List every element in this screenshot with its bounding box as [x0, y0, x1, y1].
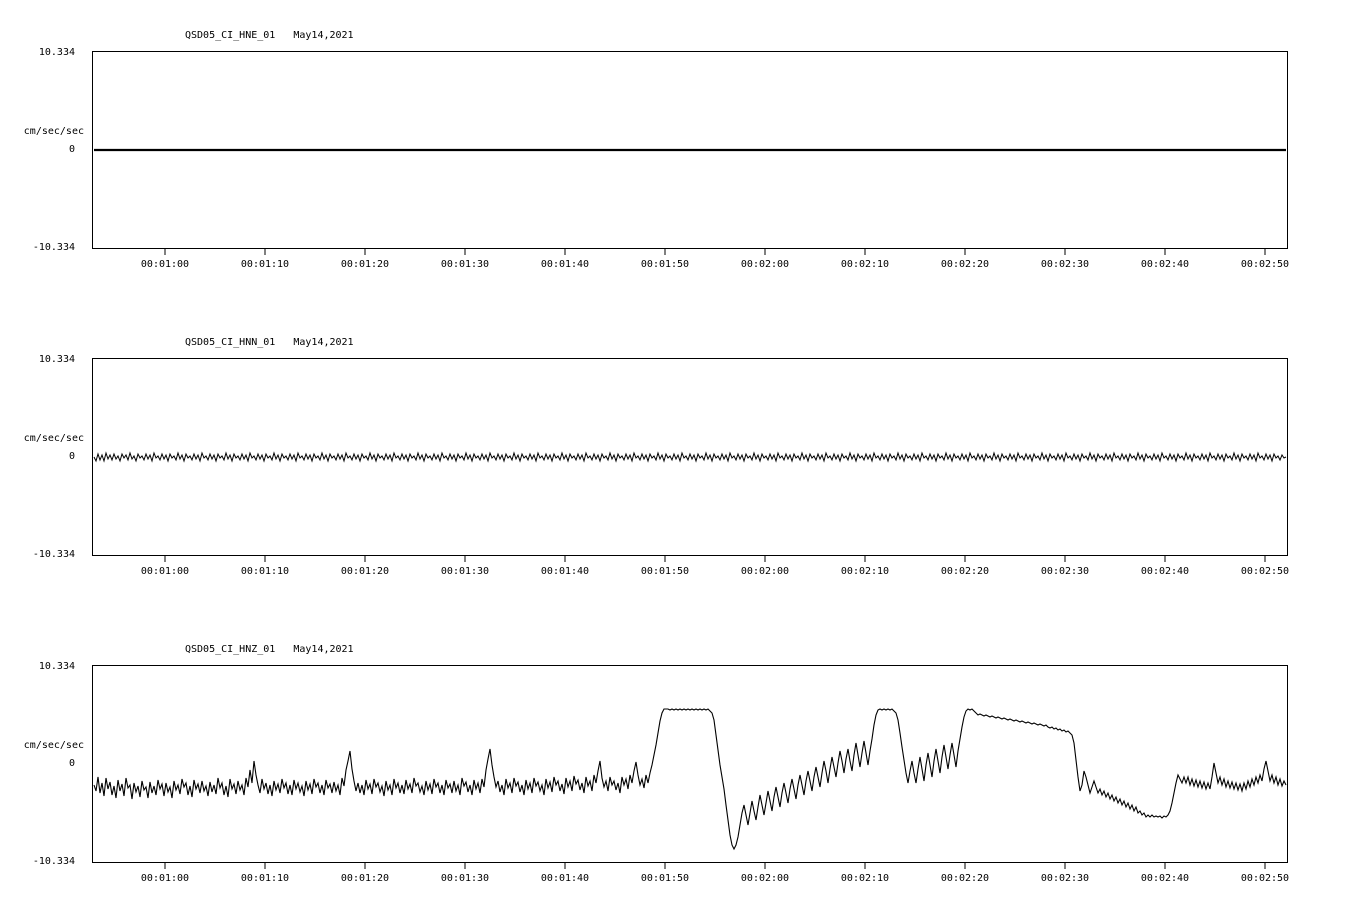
x-tick-hnz-1: 00:01:10 [240, 873, 290, 884]
x-tick-hne-7: 00:02:10 [840, 259, 890, 270]
x-tick-hne-1: 00:01:10 [240, 259, 290, 270]
x-tick-hne-2: 00:01:20 [340, 259, 390, 270]
x-tick-hnz-2: 00:01:20 [340, 873, 390, 884]
x-tick-hnz-5: 00:01:50 [640, 873, 690, 884]
chart-panel-hnn [0, 307, 1358, 607]
x-tick-hne-3: 00:01:30 [440, 259, 490, 270]
plot-title-hnn: QSD05_CI_HNN_01 May14,2021 [185, 337, 354, 348]
x-tick-hnn-9: 00:02:30 [1040, 566, 1090, 577]
x-tick-hne-4: 00:01:40 [540, 259, 590, 270]
waveform-hne [92, 51, 1288, 249]
x-tick-hnn-6: 00:02:00 [740, 566, 790, 577]
plot-frame-hne [92, 51, 1288, 249]
y-tick-min-hnz: -10.334 [32, 856, 75, 867]
x-tick-hnn-1: 00:01:10 [240, 566, 290, 577]
x-tick-hnn-8: 00:02:20 [940, 566, 990, 577]
x-tick-hnz-7: 00:02:10 [840, 873, 890, 884]
x-axis-ticks-hne [92, 249, 1288, 256]
x-tick-hne-0: 00:01:00 [140, 259, 190, 270]
x-tick-hnn-0: 00:01:00 [140, 566, 190, 577]
x-tick-hnz-4: 00:01:40 [540, 873, 590, 884]
x-axis-ticks-hnn [92, 556, 1288, 563]
x-tick-hnn-11: 00:02:50 [1240, 566, 1290, 577]
x-tick-hnn-10: 00:02:40 [1140, 566, 1190, 577]
x-tick-hnn-3: 00:01:30 [440, 566, 490, 577]
x-tick-hnz-8: 00:02:20 [940, 873, 990, 884]
x-tick-hnz-11: 00:02:50 [1240, 873, 1290, 884]
x-axis-ticks-hnz [92, 863, 1288, 870]
plot-title-hne: QSD05_CI_HNE_01 May14,2021 [185, 30, 354, 41]
y-tick-max-hne: 10.334 [38, 47, 75, 58]
x-tick-hnn-4: 00:01:40 [540, 566, 590, 577]
y-axis-units-label-hnz: cm/sec/sec [23, 740, 84, 751]
y-tick-zero-hnn: 0 [68, 451, 75, 462]
chart-panel-hne [0, 0, 1358, 300]
plot-frame-hnz [92, 665, 1288, 863]
y-tick-min-hne: -10.334 [32, 242, 75, 253]
plot-frame-hnn [92, 358, 1288, 556]
y-tick-max-hnz: 10.334 [38, 661, 75, 672]
plot-title-hnz: QSD05_CI_HNZ_01 May14,2021 [185, 644, 354, 655]
x-tick-hnn-5: 00:01:50 [640, 566, 690, 577]
x-tick-hnz-0: 00:01:00 [140, 873, 190, 884]
waveform-hnz [92, 665, 1288, 863]
x-tick-hne-9: 00:02:30 [1040, 259, 1090, 270]
chart-panel-hnz [0, 614, 1358, 924]
waveform-hnn [92, 358, 1288, 556]
y-tick-zero-hne: 0 [68, 144, 75, 155]
x-tick-hne-10: 00:02:40 [1140, 259, 1190, 270]
x-tick-hnz-3: 00:01:30 [440, 873, 490, 884]
x-tick-hne-6: 00:02:00 [740, 259, 790, 270]
x-tick-hne-8: 00:02:20 [940, 259, 990, 270]
y-tick-zero-hnz: 0 [68, 758, 75, 769]
y-axis-units-label-hne: cm/sec/sec [23, 126, 84, 137]
x-tick-hnz-6: 00:02:00 [740, 873, 790, 884]
y-tick-max-hnn: 10.334 [38, 354, 75, 365]
x-tick-hnn-2: 00:01:20 [340, 566, 390, 577]
x-tick-hnz-9: 00:02:30 [1040, 873, 1090, 884]
x-tick-hne-5: 00:01:50 [640, 259, 690, 270]
x-tick-hnn-7: 00:02:10 [840, 566, 890, 577]
y-axis-units-label-hnn: cm/sec/sec [23, 433, 84, 444]
x-tick-hnz-10: 00:02:40 [1140, 873, 1190, 884]
x-tick-hne-11: 00:02:50 [1240, 259, 1290, 270]
y-tick-min-hnn: -10.334 [32, 549, 75, 560]
